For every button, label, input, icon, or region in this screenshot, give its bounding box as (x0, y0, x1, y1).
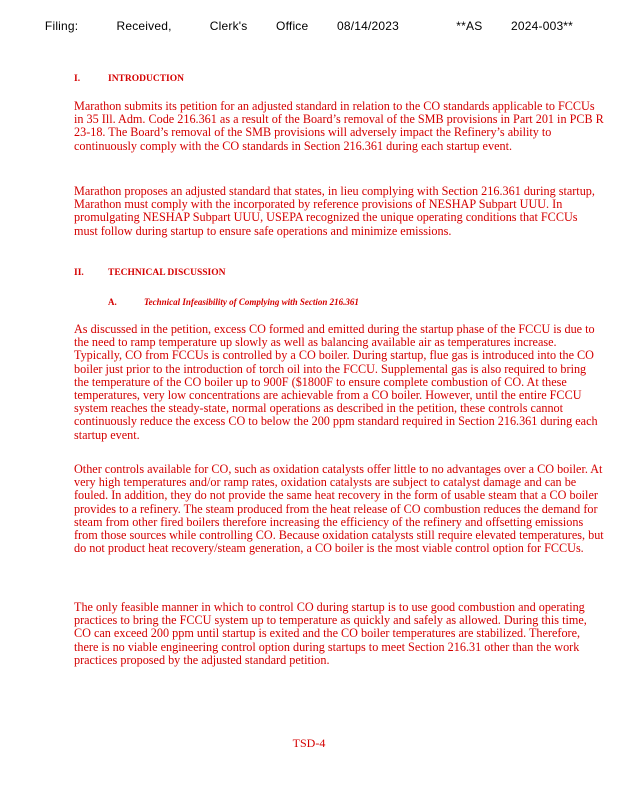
subsection-number: A. (108, 297, 117, 307)
paragraph-startup-co: As discussed in the petition, excess CO formed and emitted during the startup phase of the FCCU is due to the need to ramp temperature up slowly as well as balancing available air as temperatures increase. Typically, CO from FCCUs is controlled by a CO boiler. During startup, flue gas is introduced into the CO boiler just prior to the introduction of torch oil into the FCCU. Supplemental gas is also required to bring the temperature of the CO boiler up to 900F ($1800F to ensure complete combustion of CO. At these temperatures, very low concentrations are achievable from a CO boiler. However, until the entire FCCU system reaches the steady-state, normal operations as described in the petition, these controls cannot continuously reduce the excess CO to below the 200 ppm standard required in Section 216.361 during each startup event. (74, 322, 598, 442)
section-heading-technical (74, 268, 225, 278)
section-title: TECHNICAL DISCUSSION (108, 268, 226, 278)
paragraph-feasible-manner: The only feasible manner in which to control CO during startup is to use good combustion and operating practices to bring the FCCU system up to temperature as quickly and safely as allowed. During this time, CO can exceed 200 ppm until startup is exited and the CO boiler temperatures are stabilized. Therefore, there is no viable engineering control option during startups to meet Section 216.31 other than the work practices proposed by the adjusted standard petition. (74, 600, 587, 667)
section-number: I. (74, 74, 81, 84)
filing-header: Filing: Received, Clerk's Office 08/14/2023 **AS 2024-003** (44, 19, 574, 33)
subsection-title: Technical Infeasibility of Complying with Section 216.361 (144, 297, 359, 307)
paragraph-intro-petition: Marathon submits its petition for an adjusted standard in relation to the CO standards applicable to FCCUs in 35 Ill. Adm. Code 216.361 as a result of the Board’s removal of the SMB provisions in Part 201 in PCB R 23-18. The Board’s removal of the SMB provisions will adversely impact the Refinery’s ability to continuously comply with the CO standards in Section 216.361 during each startup event. (74, 99, 604, 153)
section-number: II. (74, 268, 84, 278)
section-heading-introduction (74, 74, 184, 84)
section-title: INTRODUCTION (108, 74, 185, 84)
paragraph-other-controls: Other controls available for CO, such as oxidation catalysts offer little to no advantages over a CO boiler. At very high temperatures and/or ramp rates, oxidation catalysts are subject to catalyst damage and can be fouled. In addition, they do not provide the same heat recovery in the form of usable steam that a CO boiler provides to a refinery. The steam produced from the heat release of CO combustion reduces the demand for steam from other fired boilers therefore increasing the efficiency of the refinery and offsetting emissions from those sources while controlling CO. Because oxidation catalysts still require elevated temperatures, but do not product heat recovery/steam generation, a CO boiler is the most viable control option for FCCUs. (74, 462, 604, 556)
subsection-heading-a (108, 297, 359, 307)
paragraph-intro-adjusted-standard: Marathon proposes an adjusted standard that states, in lieu complying with Section 216.361 during startup, Marathon must comply with the incorporated by reference provisions of NESHAP Subpart UUU. In promulgating NESHAP Subpart UUU, USEPA recognized the unique operating conditions that FCCUs must follow during startup to ensure safe operations and minimize emissions. (74, 184, 595, 238)
page-number: TSD-4 (292, 736, 326, 750)
